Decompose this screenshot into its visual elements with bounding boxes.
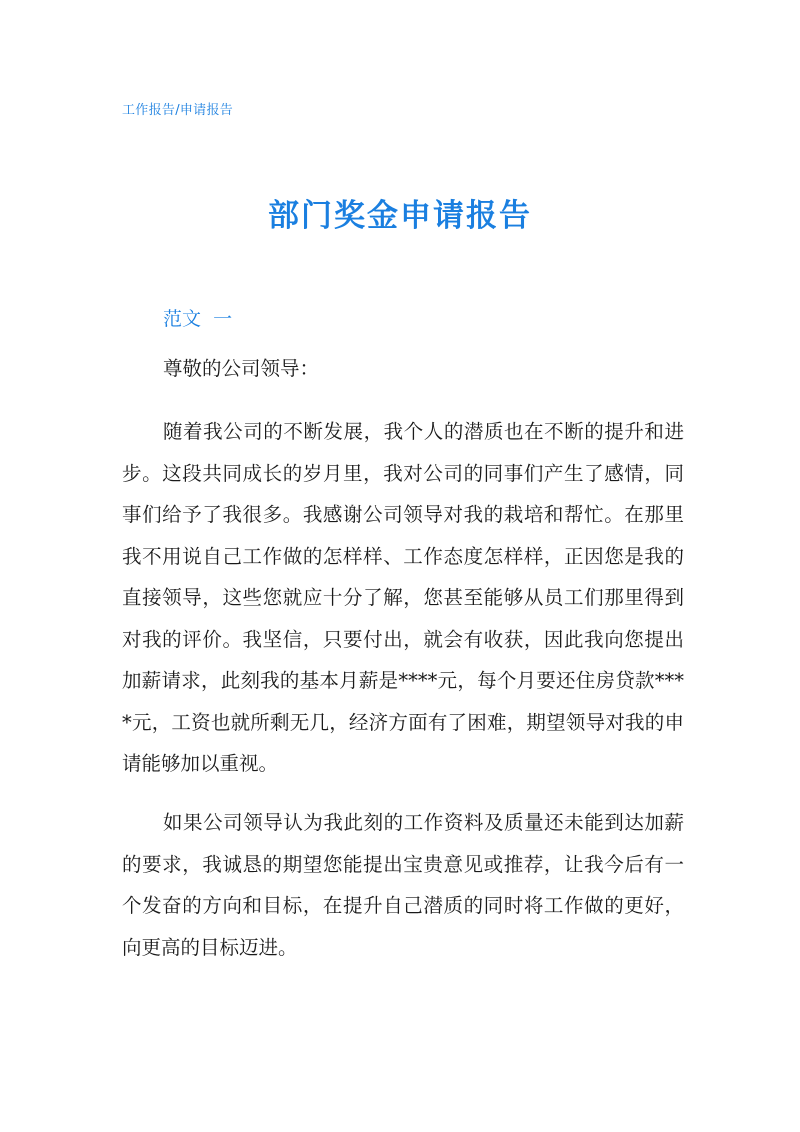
- page-title: 部门奖金申请报告: [268, 198, 532, 234]
- body-paragraph: 随着我公司的不断发展，我个人的潜质也在不断的提升和进步。这段共同成长的岁月里，我对公司的同事们产生了感情，同事们给予了我很多。我感谢公司领导对我的栽培和帮忙。在那里我不用说自己工作做的怎样样、工作态度怎样样，正因您是我的直接领导，这些您就应十分了解，您甚至能够从员工们那里得到对我的评价。我坚信，只要付出，就会有收获，因此我向您提出加薪请求，此刻我的基本月薪是****元，每个月要还住房贷款****元，工资也就所剩无几，经济方面有了困难，期望领导对我的申请能够加以重视。: [122, 420, 684, 775]
- body-paragraph-2-container: [122, 802, 684, 968]
- salutation: 尊敬的公司领导：: [163, 357, 320, 380]
- body-paragraph: 如果公司领导认为我此刻的工作资料及质量还未能到达加薪的要求，我诚恳的期望您能提出宝贵意见或推荐，让我今后有一个发奋的方向和目标，在提升自己潜质的同时将工作做的更好，向更高的目标迈进。: [122, 811, 684, 959]
- body-paragraph-1-container: [122, 411, 684, 785]
- section-heading: 范文 一: [163, 308, 233, 330]
- breadcrumb[interactable]: 工作报告/申请报告: [122, 103, 234, 118]
